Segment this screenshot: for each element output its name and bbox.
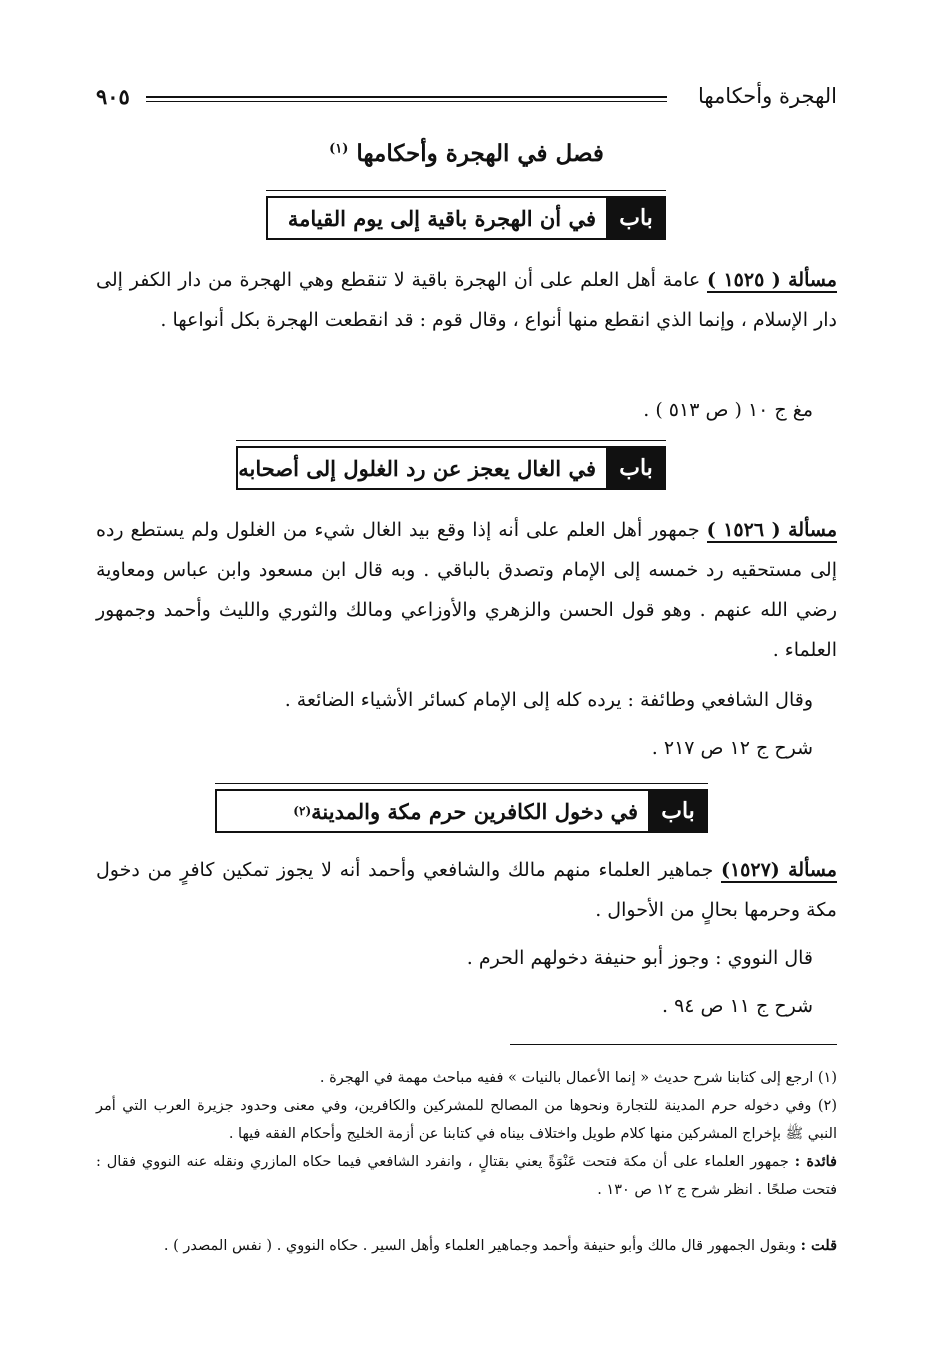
chapter-note-mark: (١) [329, 141, 349, 157]
bab-rule [236, 440, 666, 441]
running-header [96, 84, 837, 112]
chapter-title [96, 140, 837, 167]
bab-note-mark: (٢) [293, 804, 312, 818]
reference: مغ ج ١٠ ( ص ٥١٣ ) . [643, 399, 813, 421]
bab-tag: باب [606, 196, 666, 240]
masala-label: مسألة ( ١٥٢٦ ) [706, 519, 838, 541]
bab-title [225, 789, 638, 833]
qult-label: قلت : [800, 1237, 837, 1254]
footnote-rule [510, 1044, 837, 1045]
qult-text: وبقول الجمهور قال مالك وأبو حنيفة وأحمد وجماهير العلماء وأهل السير . حكاه النووي . ( نفس المصدر ) . [163, 1238, 801, 1254]
masala-text: عامة أهل العلم على أن الهجرة باقية لا تنقطع وهي الهجرة من دار الكفر إلى دار الإسلام ، وإنما الذي انقطع منها أنواع ، وقال قوم : قد انقطعت الهجرة بكل أنواعها . [96, 269, 837, 331]
masala-1526 [96, 510, 837, 670]
page-number: ٩٠٥ [96, 84, 130, 109]
bab-heading-3 [215, 789, 708, 833]
bab-title: في أن الهجرة باقية إلى يوم القيامة [287, 205, 596, 231]
nawawi-view: قال النووي : وجوز أبو حنيفة دخولهم الحرم . [466, 947, 813, 969]
footnote-qult [96, 1232, 837, 1260]
masala-1527 [96, 850, 837, 930]
bab-title-text: في دخول الكافرين حرم مكة والمدينة [311, 798, 638, 824]
reference: شرح ج ١١ ص ٩٤ . [661, 995, 813, 1017]
bab-rule [215, 783, 708, 784]
chapter-title-text: فصل في الهجرة وأحكامها [356, 140, 604, 167]
bab-tag: باب [606, 446, 666, 490]
running-title: الهجرة وأحكامها [697, 84, 837, 108]
footnote-faida [96, 1148, 837, 1204]
faida-text: جمهور العلماء على أن مكة فتحت عَنْوَةً يعني بقتالٍ ، وانفرد الشافعي فيما حكاه المازري ونقله عنه النووي فقال : فتحت صلحًا . انظر شرح ج ١٢ ص ١٣٠ . [96, 1154, 837, 1198]
masala-text: جمهور أهل العلم على أنه إذا وقع بيد الغال شيء من الغلول ولم يستطع رده إلى مستحقيه رد خمسه إلى الإمام وتصدق بالباقي . وبه قال ابن مسعود وابن عباس ومعاوية رضي الله عنهم . وهو قول الحسن والزهري والأوزاعي ومالك والثوري والليث وأحمد وجمهور العلماء . [96, 519, 837, 661]
header-rule-thin [146, 101, 667, 102]
bab-tag: باب [648, 789, 708, 833]
header-rule [146, 96, 667, 98]
masala-1525 [96, 260, 837, 340]
masala-label: مسألة (١٥٢٧) [720, 859, 837, 881]
reference: شرح ج ١٢ ص ٢١٧ . [651, 737, 813, 759]
bab-heading-2 [236, 446, 666, 490]
faida-label: فائدة : [794, 1153, 837, 1170]
footnote-2: (٢) وفي دخوله حرم المدينة للتجارة ونحوها من المصالح للمشركين والكافرين، وفي معنى وحدود جزيرة العرب التي أمر النبي ﷺ بإخراج المشركين منها كلام طويل واختلاف بيناه في كتابنا عن أزمة الخليج وأحكام الفقه فيها . [96, 1098, 837, 1142]
masala-label: مسألة ( ١٥٢٥ ) [707, 269, 837, 291]
masala-text: جماهير العلماء منهم مالك والشافعي وأحمد أنه لا يجوز تمكين كافرٍ من دخول مكة وحرمها بحالٍ من الأحوال . [96, 859, 837, 921]
shafii-view: وقال الشافعي وطائفة : يرده كله إلى الإمام كسائر الأشياء الضائعة . [284, 689, 813, 711]
bab-rule [266, 190, 666, 191]
bab-heading-1 [266, 196, 666, 240]
footnote-1: (١) ارجع إلى كتابنا شرح حديث « إنما الأعمال بالنيات » ففيه مباحث مهمة في الهجرة . [319, 1070, 837, 1086]
bab-title: في الغال يعجز عن رد الغلول إلى أصحابه [238, 455, 596, 481]
